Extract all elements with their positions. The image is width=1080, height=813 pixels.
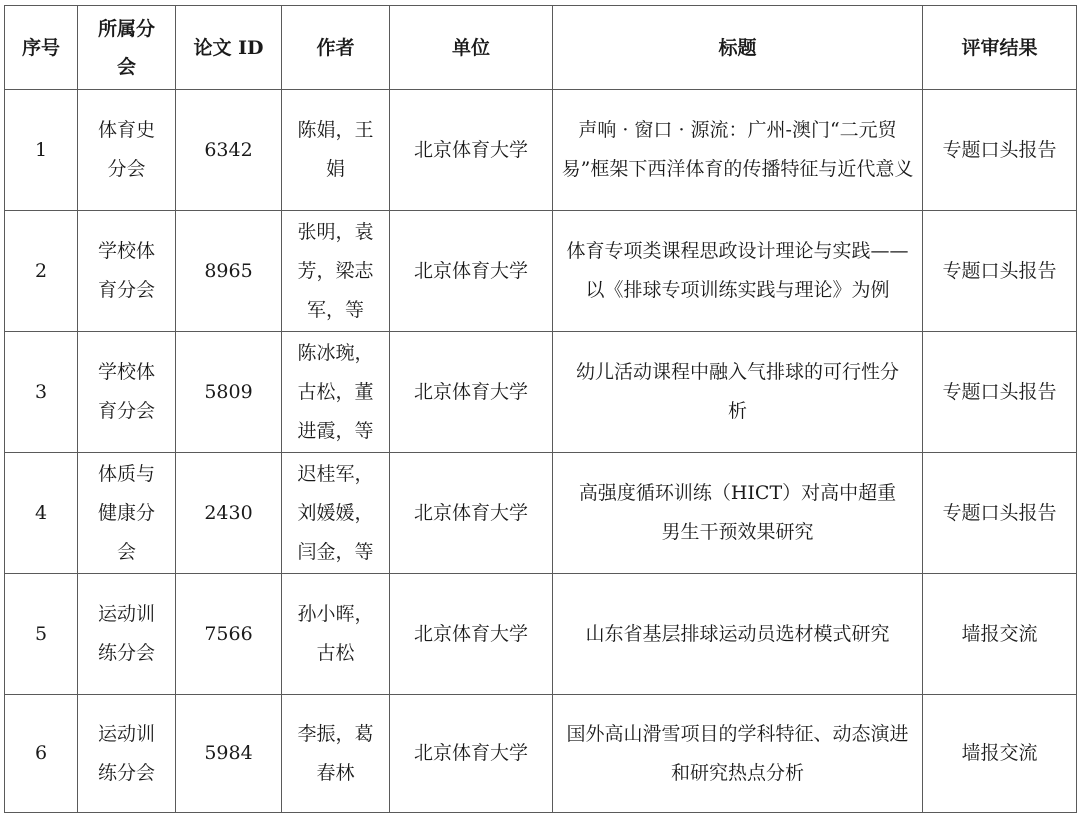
cell-result: 专题口头报告 xyxy=(923,90,1077,211)
cell-title: 山东省基层排球运动员选材模式研究 xyxy=(553,574,923,695)
cell-unit: 北京体育大学 xyxy=(390,90,553,211)
cell-title: 国外高山滑雪项目的学科特征、动态演进 和研究热点分析 xyxy=(553,695,923,813)
cell-result: 墙报交流 xyxy=(923,574,1077,695)
table-row xyxy=(5,211,1077,332)
cell-seq: 4 xyxy=(5,453,78,574)
cell-result: 专题口头报告 xyxy=(923,332,1077,453)
cell-authors: 迟桂军，刘媛媛，闫金，等 xyxy=(282,453,390,574)
cell-authors: 李振，葛春林 xyxy=(282,695,390,813)
header-unit: 单位 xyxy=(390,6,553,90)
table-row xyxy=(5,90,1077,211)
cell-paper-id: 8965 xyxy=(176,211,282,332)
cell-result: 专题口头报告 xyxy=(923,211,1077,332)
cell-result: 专题口头报告 xyxy=(923,453,1077,574)
cell-unit: 北京体育大学 xyxy=(390,695,553,813)
header-branch: 所属分会 xyxy=(78,6,176,90)
cell-seq: 5 xyxy=(5,574,78,695)
cell-branch: 学校体育分会 xyxy=(78,211,176,332)
cell-branch: 体质与健康分会 xyxy=(78,453,176,574)
cell-title: 声响 · 窗口 · 源流：广州-澳门“二元贸易”框架下西洋体育的传播特征与近代意义 xyxy=(553,90,923,211)
cell-authors: 孙小晖，古松 xyxy=(282,574,390,695)
table-row xyxy=(5,332,1077,453)
header-seq: 序号 xyxy=(5,6,78,90)
cell-seq: 3 xyxy=(5,332,78,453)
cell-paper-id: 2430 xyxy=(176,453,282,574)
cell-title: 高强度循环训练（HICT）对高中超重男生干预效果研究 xyxy=(553,453,923,574)
header-authors: 作者 xyxy=(282,6,390,90)
cell-authors: 陈娟，王娟 xyxy=(282,90,390,211)
cell-seq: 2 xyxy=(5,211,78,332)
cell-unit: 北京体育大学 xyxy=(390,453,553,574)
paper-review-table xyxy=(4,5,1077,813)
cell-authors: 陈冰琬，古松，董进霞，等 xyxy=(282,332,390,453)
table-row xyxy=(5,453,1077,574)
cell-title: 幼儿活动课程中融入气排球的可行性分析 xyxy=(553,332,923,453)
cell-unit: 北京体育大学 xyxy=(390,574,553,695)
cell-seq: 6 xyxy=(5,695,78,813)
table-header-row xyxy=(5,6,1077,90)
cell-paper-id: 5809 xyxy=(176,332,282,453)
table-row xyxy=(5,695,1077,813)
cell-authors: 张明，袁芳，梁志军，等 xyxy=(282,211,390,332)
cell-seq: 1 xyxy=(5,90,78,211)
table-row xyxy=(5,574,1077,695)
header-result: 评审结果 xyxy=(923,6,1077,90)
cell-result: 墙报交流 xyxy=(923,695,1077,813)
header-paper-id: 论文 ID xyxy=(176,6,282,90)
cell-title: 体育专项类课程思政设计理论与实践——以《排球专项训练实践与理论》为例 xyxy=(553,211,923,332)
cell-branch: 学校体育分会 xyxy=(78,332,176,453)
cell-paper-id: 5984 xyxy=(176,695,282,813)
header-title: 标题 xyxy=(553,6,923,90)
cell-unit: 北京体育大学 xyxy=(390,332,553,453)
cell-unit: 北京体育大学 xyxy=(390,211,553,332)
cell-paper-id: 6342 xyxy=(176,90,282,211)
cell-paper-id: 7566 xyxy=(176,574,282,695)
cell-branch: 运动训练分会 xyxy=(78,695,176,813)
cell-branch: 运动训练分会 xyxy=(78,574,176,695)
cell-branch: 体育史分会 xyxy=(78,90,176,211)
